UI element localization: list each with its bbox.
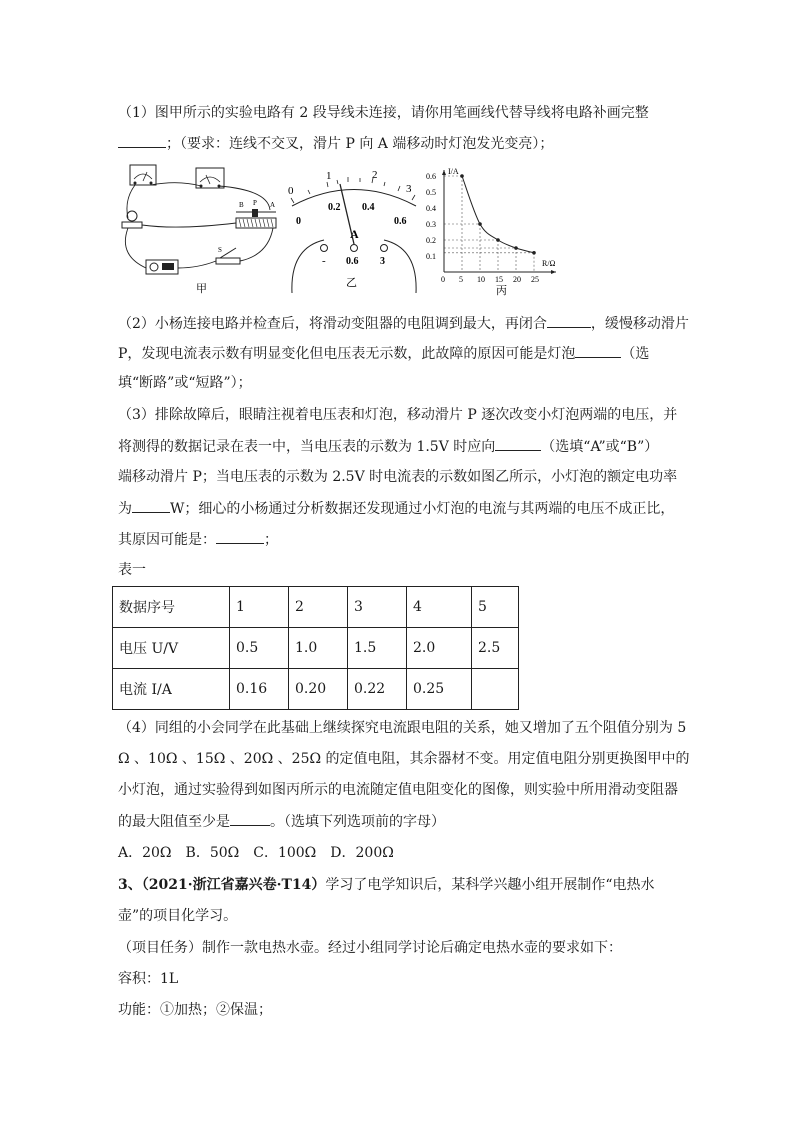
terminal-neg: - bbox=[322, 255, 326, 267]
table-cell: 数据序号 bbox=[113, 587, 230, 628]
data-point bbox=[514, 246, 518, 250]
x-tick-label: 20 bbox=[513, 275, 521, 284]
part4-line1: （4）同组的小会同学在此基础上继续探究电流跟电阻的关系，她又增加了五个阻值分别为 5 bbox=[118, 720, 687, 736]
switch-label: S bbox=[218, 246, 222, 254]
table-cell bbox=[472, 669, 519, 710]
answer-blank[interactable] bbox=[230, 811, 270, 826]
table-cell: 0.20 bbox=[289, 669, 348, 710]
table-cell: 2.5 bbox=[472, 628, 519, 669]
x-axis-label: R/Ω bbox=[542, 259, 556, 268]
rheostat-icon bbox=[236, 209, 276, 228]
table-cell: 3 bbox=[348, 587, 407, 628]
caption-bing: 丙 bbox=[496, 285, 507, 297]
part2-line2a: P，发现电流表示数有明显变化但电压表无示数，此故障的原因可能是灯泡 bbox=[118, 346, 576, 362]
terminal-3: 3 bbox=[380, 256, 385, 267]
part1-line2-text: ；（要求：连线不交叉，滑片 P 向 A 端移动时灯泡发光变亮）； bbox=[166, 136, 554, 152]
terminal-06: 0.6 bbox=[346, 256, 359, 267]
table-cell: 5 bbox=[472, 587, 519, 628]
table-cell: 2 bbox=[289, 587, 348, 628]
part1-line1: （1）图甲所示的实验电路有 2 段导线未连接，请你用笔画线代替导线将电路补画完整 bbox=[118, 105, 649, 121]
part4-line3: 小灯泡，通过实验得到如图丙所示的电流随定值电阻变化的图像，则实验中所用滑动变阻器 bbox=[118, 782, 678, 798]
scale-bottom-2: 0.4 bbox=[362, 202, 375, 213]
table-cell: 2.0 bbox=[407, 628, 472, 669]
scale-bottom-1: 0.2 bbox=[328, 202, 341, 213]
figure-jia-circuit bbox=[118, 160, 278, 295]
data-point bbox=[478, 222, 482, 226]
unit-label: A bbox=[350, 227, 359, 241]
table-cell: 1 bbox=[230, 587, 289, 628]
scale-bottom-0: 0 bbox=[296, 216, 301, 227]
table-cell: 电流 I/A bbox=[113, 669, 230, 710]
table-cell: 0.5 bbox=[230, 628, 289, 669]
data-table bbox=[112, 586, 519, 710]
y-tick-label: 0.1 bbox=[426, 252, 436, 261]
part3-line4b: W；细心的小杨通过分析数据还发现通过小灯泡的电流与其两端的电压不成正比， bbox=[170, 501, 675, 517]
part2-line1a: （2）小杨连接电路并检查后，将滑动变阻器的电阻调到最大，再闭合 bbox=[118, 316, 547, 332]
figure-bing-chart bbox=[424, 162, 574, 297]
table-cell: 0.22 bbox=[348, 669, 407, 710]
q3-number: 3、 bbox=[118, 877, 142, 893]
answer-blank[interactable] bbox=[118, 133, 166, 148]
answer-blank[interactable] bbox=[216, 529, 264, 544]
table-cell: 电压 U/V bbox=[113, 628, 230, 669]
y-axis-label: I/A bbox=[448, 167, 459, 176]
data-point bbox=[460, 174, 464, 178]
scale-top-2: 2 bbox=[372, 169, 378, 181]
part3-line5a: 其原因可能是： bbox=[118, 532, 216, 548]
part3-line1: （3）排除故障后，眼睛注视着电压表和灯泡，移动滑片 P 逐次改变小灯泡两端的电压，并 bbox=[118, 407, 678, 423]
y-tick-label: 0.3 bbox=[426, 220, 436, 229]
figure-yi-ammeter bbox=[284, 168, 424, 293]
rheostat-label-p: P bbox=[253, 199, 257, 207]
answer-blank[interactable] bbox=[547, 313, 591, 328]
part2-line1b: ，缓慢移动滑片 bbox=[590, 316, 689, 332]
scale-top-0: 0 bbox=[288, 185, 294, 197]
q3-capacity: 容积：1L bbox=[118, 971, 179, 987]
data-point bbox=[532, 251, 536, 255]
caption-yi: 乙 bbox=[346, 277, 357, 289]
part3-line2 bbox=[118, 436, 658, 457]
q3-line1-text: 学习了电学知识后，某科学兴趣小组开展制作“电热水 bbox=[325, 877, 655, 893]
table-cell: 1.5 bbox=[348, 628, 407, 669]
rheostat-label-a: A bbox=[270, 201, 276, 209]
part4-options: A．20Ω B．50Ω C．100Ω D．200Ω bbox=[118, 845, 394, 861]
table-cell: 0.25 bbox=[407, 669, 472, 710]
table-row bbox=[113, 587, 519, 628]
part3-line3: 端移动滑片 P；当电压表的示数为 2.5V 时电流表的示数如图乙所示，小灯泡的额定电功率 bbox=[118, 469, 678, 485]
table-cell: 1.0 bbox=[289, 628, 348, 669]
answer-blank[interactable] bbox=[132, 498, 170, 513]
table-caption: 表一 bbox=[118, 562, 146, 578]
scale-bottom-3: 0.6 bbox=[394, 216, 407, 227]
data-point bbox=[496, 238, 500, 242]
part4-line2: Ω 、10Ω 、15Ω 、20Ω 、25Ω 的定值电阻，其余器材不变。用定值电阻分别更换图甲中的 bbox=[118, 751, 690, 767]
lamp-icon bbox=[122, 211, 142, 228]
part1-line2 bbox=[118, 133, 553, 154]
x-tick-label: 5 bbox=[459, 275, 463, 284]
part3-line2a: 将测得的数据记录在表一中，当电压表的示数为 1.5V 时应向 bbox=[118, 439, 496, 455]
part4-line4b: 。（选填下列选项前的字母） bbox=[270, 814, 445, 830]
rheostat-label-b: B bbox=[239, 201, 244, 209]
x-tick-label: 0 bbox=[441, 275, 445, 284]
ammeter-icon bbox=[196, 168, 224, 188]
part3-line4 bbox=[118, 498, 674, 519]
y-tick-label: 0.2 bbox=[426, 236, 436, 245]
part4-line4 bbox=[118, 811, 445, 832]
table-cell: 4 bbox=[407, 587, 472, 628]
part4-line4a: 的最大阻值至少是 bbox=[118, 814, 230, 830]
q3-line2: 壶”的项目化学习。 bbox=[118, 908, 238, 924]
q3-line1 bbox=[118, 875, 655, 895]
q3-source: （2021·浙江省嘉兴卷·T14） bbox=[141, 877, 326, 893]
x-tick-label: 15 bbox=[495, 275, 503, 284]
part2-line1 bbox=[118, 313, 689, 334]
table-cell: 0.16 bbox=[230, 669, 289, 710]
part2-line2 bbox=[118, 343, 649, 364]
y-tick-label: 0.6 bbox=[426, 172, 436, 181]
scale-top-1: 1 bbox=[326, 170, 332, 182]
x-tick-label: 10 bbox=[477, 275, 485, 284]
y-tick-label: 0.4 bbox=[426, 204, 436, 213]
q3-task: （项目任务）制作一款电热水壶。经过小组同学讨论后确定电热水壶的要求如下： bbox=[118, 940, 622, 956]
part3-line2b: （选填“A”或“B”） bbox=[541, 439, 659, 455]
scale-top-3: 3 bbox=[406, 183, 412, 195]
voltmeter-icon bbox=[130, 165, 156, 185]
part3-line5b: ； bbox=[264, 532, 278, 548]
part3-line5 bbox=[118, 529, 278, 550]
part3-line4a: 为 bbox=[118, 501, 132, 517]
x-tick-label: 25 bbox=[531, 275, 539, 284]
y-tick-label: 0.5 bbox=[426, 188, 436, 197]
part2-line3: 填“断路”或“短路”）； bbox=[118, 375, 252, 391]
battery-icon bbox=[146, 260, 178, 274]
caption-jia: 甲 bbox=[196, 283, 207, 295]
table-row bbox=[113, 669, 519, 710]
table-row bbox=[113, 628, 519, 669]
part2-line2b: （选 bbox=[621, 346, 650, 362]
q3-function: 功能：①加热；②保温； bbox=[118, 1002, 272, 1018]
answer-blank[interactable] bbox=[495, 436, 541, 451]
answer-blank[interactable] bbox=[575, 343, 621, 358]
